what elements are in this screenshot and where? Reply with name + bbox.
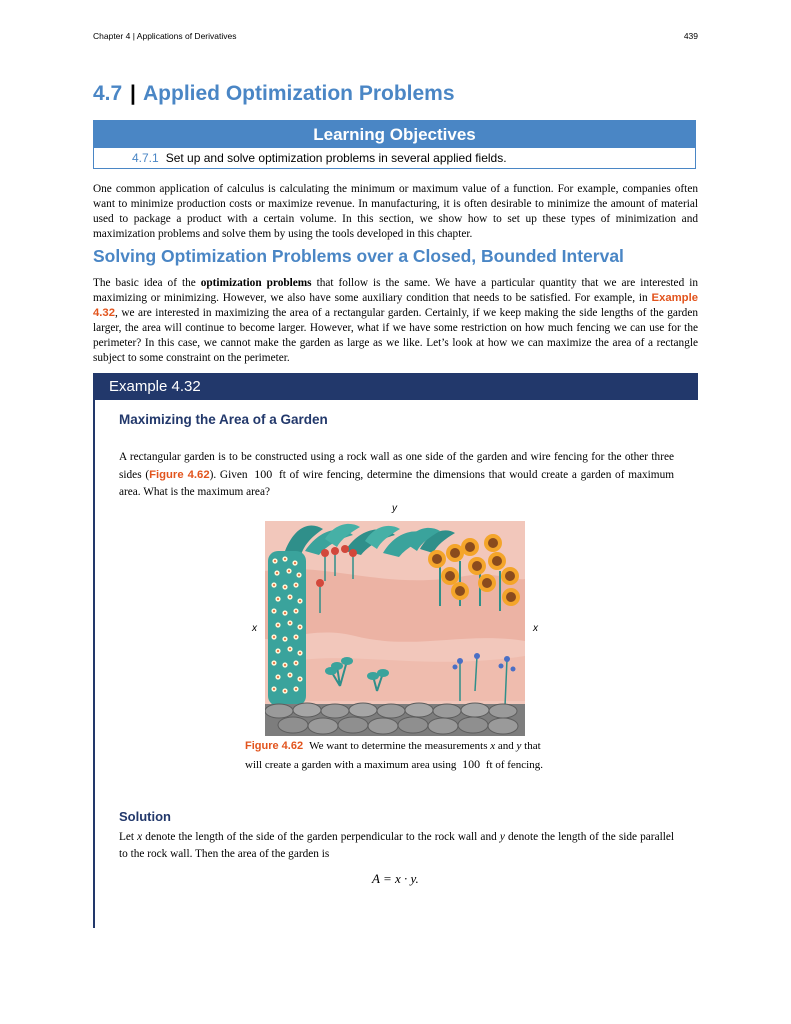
learning-objective-number: 4.7.1	[132, 151, 159, 165]
figure-caption	[245, 737, 545, 774]
example-text-3: ft of wire fencing, determine the dimensions that would create a garden of maximum area. What is the maximum area?	[119, 469, 674, 498]
caption-var-x: x	[490, 740, 496, 752]
example-problem-paragraph	[119, 449, 674, 501]
subsection-text-3: , we are interested in maximizing the area of a rectangular garden. Certainly, if we keep making the side lengths of the garden larger, the area will continue to become larger. However, what if we have some restriction on how much fencing we can use for the perimeter? In this case, we cannot make the garden as large as we like. Let’s look at how we can maximize the area of a rectangle subject to some constraint on the perimeter.	[93, 307, 698, 364]
solution-title: Solution	[119, 809, 171, 824]
running-header-chapter: Chapter 4 | Applications of Derivatives	[93, 31, 237, 41]
figure-link[interactable]: Figure 4.62	[149, 469, 210, 481]
solution-let: Let	[119, 831, 135, 843]
figure-label-x-right: x	[533, 623, 538, 634]
garden-illustration	[265, 521, 525, 736]
section-title	[93, 82, 455, 106]
solution-var-y: y	[499, 831, 505, 843]
figure-label-y: y	[392, 503, 397, 514]
example-link[interactable]: Example 4.32	[93, 292, 698, 319]
caption-and: and	[497, 740, 514, 752]
caption-fencing-amount: 100	[462, 757, 481, 771]
fencing-amount: 100	[254, 467, 273, 481]
solution-paragraph	[119, 829, 674, 863]
figure-caption-label: Figure 4.62	[245, 740, 304, 752]
solution-var-x: x	[137, 831, 143, 843]
solution-text-1: denote the length of the side of the garden perpendicular to the rock wall and	[145, 831, 497, 843]
area-equation: A = x · y.	[372, 871, 419, 886]
intro-paragraph: One common application of calculus is calculating the minimum or maximum value of a function. For example, companies often want to minimize production costs or maximize revenue. In manufacturing, it is often desirable to minimize the amount of material used to package a product with a certain volume. In this section, we show how to set up these types of minimization and maximization problems and solve them by using the tools developed in this chapter.	[93, 183, 698, 240]
example-left-rule	[93, 400, 95, 928]
subsection-text-2: that follow is the same. We have a particular quantity that we are interested in maximizing or minimizing. However, we also have some auxiliary condition that needs to be satisfied. For example, in	[93, 277, 698, 304]
term-optimization-problems: optimization problems	[200, 277, 312, 289]
solution-text-2: denote the length of the side parallel to the rock wall. Then the area of the garden is	[119, 831, 675, 860]
hydrangea-column	[268, 551, 306, 706]
caption-text-2: that will create a garden with a maximum area using	[245, 740, 541, 771]
subsection-title: Solving Optimization Problems over a Closed, Bounded Interval	[93, 246, 624, 266]
learning-objective-text: Set up and solve optimization problems in several applied fields.	[165, 151, 507, 165]
example-text-2: ). Given	[209, 469, 248, 481]
learning-objectives-box	[93, 120, 696, 169]
page-number: 439	[683, 31, 698, 41]
section-title-text: Applied Optimization Problems	[143, 82, 455, 105]
caption-var-y: y	[516, 740, 522, 752]
example-title: Maximizing the Area of a Garden	[119, 412, 328, 427]
subsection-text-1: The basic idea of the	[93, 277, 201, 289]
section-separator: |	[130, 82, 136, 105]
learning-objective-item	[94, 148, 695, 169]
subsection-paragraph	[93, 276, 698, 366]
figure-label-x-left: x	[252, 623, 257, 634]
rock-wall	[265, 703, 525, 736]
example-header-bar: Example 4.32	[93, 373, 698, 400]
learning-objectives-heading: Learning Objectives	[94, 121, 695, 148]
garden-soil	[295, 656, 525, 701]
caption-text-3: ft of fencing.	[485, 759, 543, 771]
section-number: 4.7	[93, 82, 123, 105]
caption-text-1: We want to determine the measurements	[309, 740, 488, 752]
example-text-1: A rectangular garden is to be constructed using a rock wall as one side of the garden and wire fencing for the other three sides (	[119, 451, 674, 481]
